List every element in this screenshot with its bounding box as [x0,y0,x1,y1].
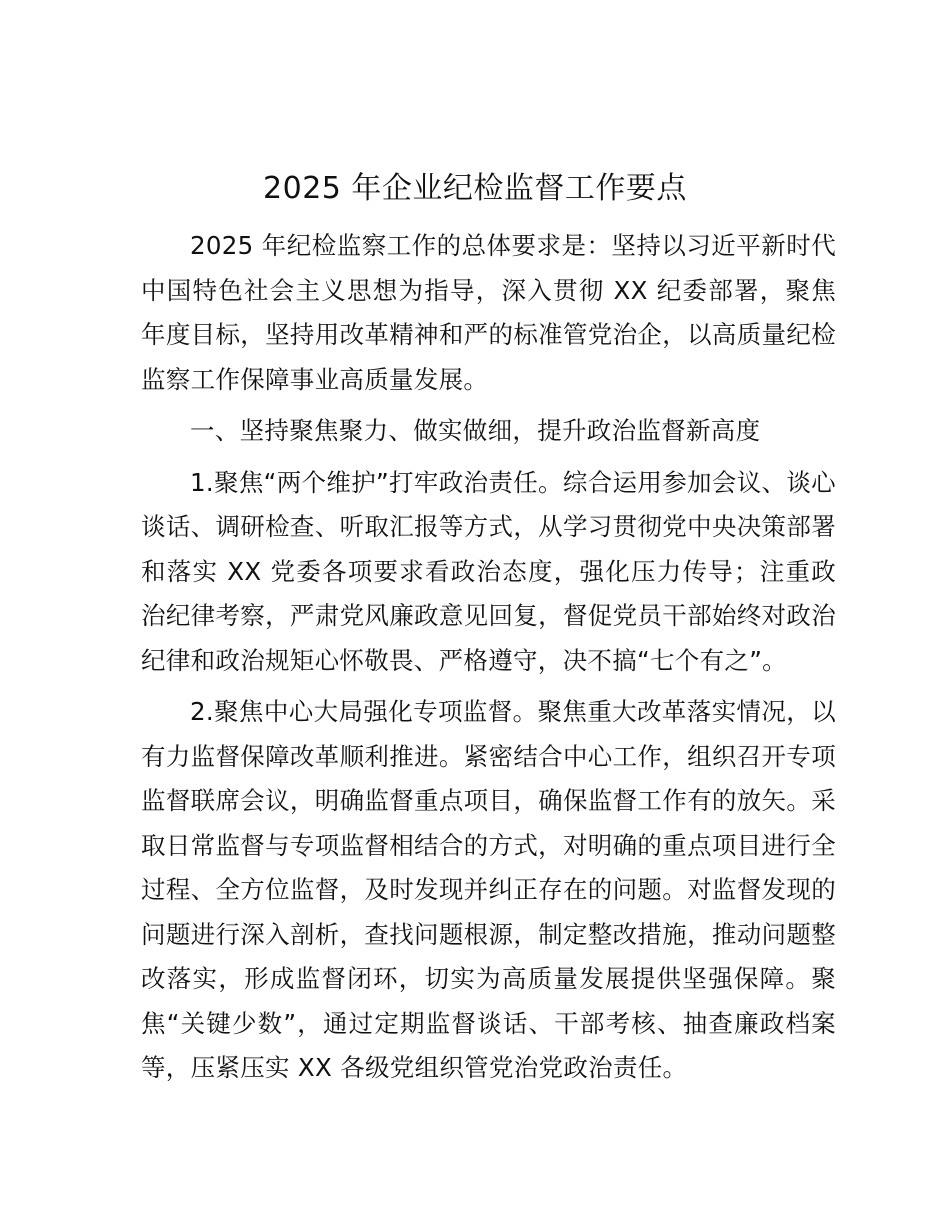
document-title: 2025 年企业纪检监督工作要点 [263,171,687,206]
intro-paragraph: 2025 年纪检监察工作的总体要求是：坚持以习近平新时代中国特色社会主义思想为指导，深入贯彻 XX 纪委部署，聚焦年度目标，坚持用改革精神和严的标准管党治企，以高质量纪检监察工作保障事业高质量发展。 [141,231,836,394]
document-body [141,224,836,1091]
item-2-paragraph: 2.聚焦中心大局强化专项监督。聚焦重大改革落实情况，以有力监督保障改革顺利推进。紧密结合中心工作，组织召开专项监督联席会议，明确监督重点项目，确保监督工作有的放矢。采取日常监督与专项监督相结合的方式，对明确的重点项目进行全过程、全方位监督，及时发现并纠正存在的问题。对监督发现的问题进行深入剖析，查找问题根源，制定整改措施，推动问题整改落实，形成监督闭环，切实为高质量发展提供坚强保障。聚焦“关键少数”，通过定期监督谈话、干部考核、抽查廉政档案等，压紧压实 XX 各级党组织管党治党政治责任。 [141,697,836,1082]
item-1-paragraph: 1.聚焦“两个维护”打牢政治责任。综合运用参加会议、谈心谈话、调研检查、听取汇报等方式，从学习贯彻党中央决策部署和落实 XX 党委各项要求看政治态度，强化压力传导；注重政治纪律考察，严肃党风廉政意见回复，督促党员干部始终对政治纪律和政治规矩心怀敬畏、严格遵守，决不搞“七个有之”。 [141,467,836,675]
section-heading: 一、坚持聚焦聚力、做实做细，提升政治监督新高度 [190,416,761,445]
